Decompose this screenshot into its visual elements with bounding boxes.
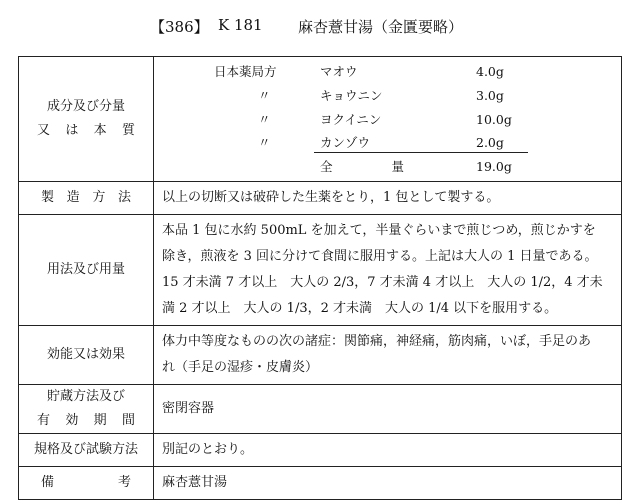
formula-name: 麻杏薏甘湯（金匱要略） [298,18,464,36]
ingredient-row [154,61,621,83]
label-char: 間 [121,413,135,428]
total-amount: 19.0g [476,159,512,174]
manufacture-row [19,182,622,215]
composition-content [154,57,622,182]
total-label [320,156,404,178]
remarks-label [19,467,154,500]
manufacture-label [19,182,154,215]
usage-line: 満 2 才以上 大人の 1/3，2 才未満 大人の 1/4 以下を服用する。 [162,301,558,316]
usage-content [154,215,622,326]
ingredient-name: ヨクイニン [320,112,382,127]
efficacy-line: 体力中等度なものの次の諸症：関節痛，神経痛，筋肉痛，いぼ，手足のあ [162,334,592,349]
usage-label: 用法及び用量 [19,215,154,326]
total-label-char: 量 [391,159,404,174]
composition-list [154,57,621,181]
composition-label-line2 [19,119,153,143]
composition-row [19,57,622,182]
manufacture-text: 以上の切断又は破砕した生薬をとり，1 包として製する。 [154,182,622,215]
composition-label-line1: 成分及び分量 [46,99,125,114]
label-char: 造 [66,190,80,205]
ingredient-amount: 10.0g [476,112,512,127]
monograph-table [18,56,622,500]
composition-label [19,57,154,182]
label-char: 本 [93,123,107,138]
label-char: 考 [117,475,131,490]
usage-line: 除き，煎液を 3 回に分けて食間に服用する。上記は大人の 1 日量である。 [162,249,598,264]
ingredient-amount: 4.0g [476,64,504,79]
label-char: は [65,123,79,138]
efficacy-content [154,326,622,385]
label-char: 又 [37,123,51,138]
efficacy-label: 効能又は効果 [19,326,154,385]
label-char: 製 [41,190,55,205]
storage-text: 密閉容器 [154,385,622,434]
usage-line: 本品 1 包に水約 500mL を加えて，半量ぐらいまで煎じつめ，煎じかすを [162,223,596,238]
remarks-row [19,467,622,500]
ingredient-amount: 3.0g [476,88,504,103]
standards-label: 規格及び試験方法 [19,434,154,467]
entry-number: 【386】 [150,18,209,36]
storage-label [19,385,154,434]
label-char: 備 [41,475,55,490]
label-char: 効 [65,413,79,428]
total-row [154,156,621,178]
total-label-char: 全 [320,159,333,174]
standards-text: 別記のとおり。 [154,434,622,467]
ingredient-source: 〃 [258,112,271,127]
efficacy-row [19,326,622,385]
efficacy-line: れ（手足の湿疹・皮膚炎） [162,360,319,375]
ingredient-row [154,85,621,107]
storage-label-line1: 貯蔵方法及び [46,389,125,404]
ingredient-row [154,132,621,154]
label-char: 質 [121,123,135,138]
label-char: 方 [92,190,106,205]
remarks-text: 麻杏薏甘湯 [154,467,622,500]
total-divider [314,152,528,153]
ingredient-source: 日本薬局方 [214,64,277,79]
label-char: 期 [93,413,107,428]
label-char: 有 [37,413,51,428]
ingredient-source: 〃 [258,88,271,103]
entry-code: K 181 [218,16,263,34]
usage-row [19,215,622,326]
ingredient-source: 〃 [258,135,271,150]
ingredient-row [154,109,621,131]
label-char: 法 [117,190,131,205]
standards-row [19,434,622,467]
ingredient-name: カンゾウ [320,135,371,150]
ingredient-name: キョウニン [320,88,383,103]
storage-row [19,385,622,434]
storage-label-line2 [19,409,153,433]
ingredient-amount: 2.0g [476,135,504,150]
usage-line: 15 才未満 7 才以上 大人の 2/3，7 才未満 4 才以上 大人の 1/2，4 才未 [162,275,603,290]
ingredient-name: マオウ [320,64,358,79]
